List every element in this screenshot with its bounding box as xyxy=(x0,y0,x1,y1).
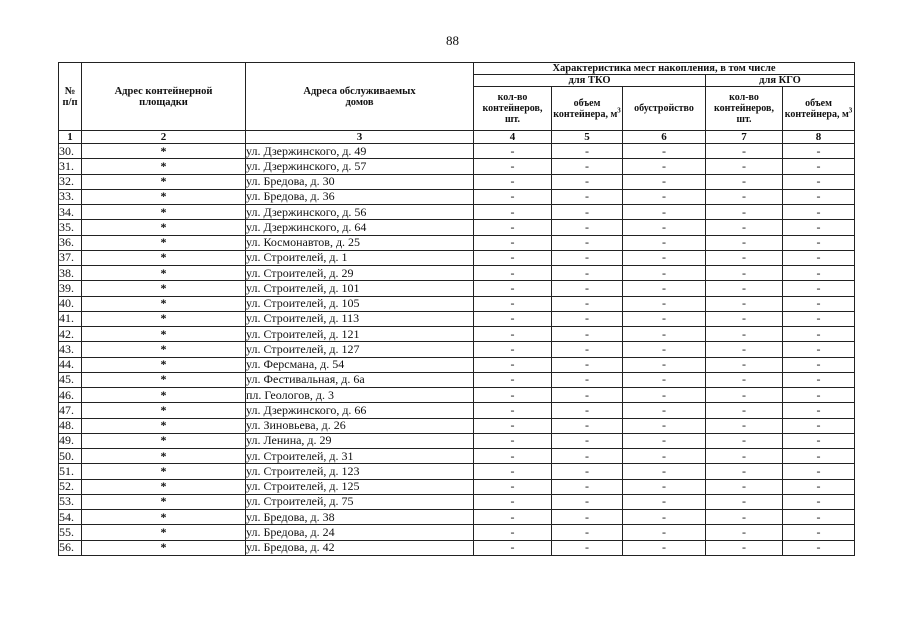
kgo-count-cell: - xyxy=(706,296,783,311)
arrangement-cell: - xyxy=(623,433,706,448)
arrangement-cell: - xyxy=(623,311,706,326)
row-number-cell: 35. xyxy=(59,220,82,235)
kgo-volume-cell: - xyxy=(783,235,855,250)
kgo-count-cell: - xyxy=(706,510,783,525)
kgo-volume-cell: - xyxy=(783,479,855,494)
kgo-volume-cell: - xyxy=(783,281,855,296)
site-address-cell: * xyxy=(82,433,246,448)
table-row xyxy=(59,388,855,403)
arrangement-cell: - xyxy=(623,525,706,540)
tko-count-cell: - xyxy=(474,342,552,357)
kgo-count-cell: - xyxy=(706,311,783,326)
table-row xyxy=(59,433,855,448)
kgo-count-cell: - xyxy=(706,357,783,372)
arrangement-cell: - xyxy=(623,281,706,296)
arrangement-cell: - xyxy=(623,235,706,250)
kgo-count-cell: - xyxy=(706,189,783,204)
site-address-cell: * xyxy=(82,144,246,159)
row-number-cell: 40. xyxy=(59,296,82,311)
arrangement-cell: - xyxy=(623,418,706,433)
table-row xyxy=(59,494,855,509)
row-number-cell: 46. xyxy=(59,388,82,403)
site-address-cell: * xyxy=(82,174,246,189)
table-row xyxy=(59,418,855,433)
served-houses-cell: ул. Строителей, д. 123 xyxy=(246,464,474,479)
served-houses-cell: ул. Ферсмана, д. 54 xyxy=(246,357,474,372)
tko-volume-cell: - xyxy=(552,189,623,204)
tko-count-cell: - xyxy=(474,205,552,220)
kgo-volume-cell: - xyxy=(783,540,855,555)
served-houses-cell: пл. Геологов, д. 3 xyxy=(246,388,474,403)
arrangement-cell: - xyxy=(623,388,706,403)
tko-count-cell: - xyxy=(474,281,552,296)
kgo-count-cell: - xyxy=(706,327,783,342)
tko-volume-cell: - xyxy=(552,464,623,479)
tko-volume-cell: - xyxy=(552,494,623,509)
tko-count-cell: - xyxy=(474,540,552,555)
kgo-volume-cell: - xyxy=(783,342,855,357)
row-number-cell: 41. xyxy=(59,311,82,326)
table-row xyxy=(59,250,855,265)
tko-volume-cell: - xyxy=(552,388,623,403)
tko-count-cell: - xyxy=(474,250,552,265)
tko-count-cell: - xyxy=(474,479,552,494)
column-number-3: 3 xyxy=(246,131,474,144)
row-number-cell: 42. xyxy=(59,327,82,342)
table-row xyxy=(59,342,855,357)
kgo-volume-cell: - xyxy=(783,189,855,204)
tko-volume-cell: - xyxy=(552,357,623,372)
served-houses-cell: ул. Космонавтов, д. 25 xyxy=(246,235,474,250)
kgo-volume-cell: - xyxy=(783,372,855,387)
tko-volume-cell: - xyxy=(552,235,623,250)
arrangement-cell: - xyxy=(623,159,706,174)
tko-volume-cell: - xyxy=(552,250,623,265)
row-number-cell: 54. xyxy=(59,510,82,525)
tko-volume-cell: - xyxy=(552,266,623,281)
header-site-address: Адрес контейнерной площадки xyxy=(82,63,246,131)
site-address-cell: * xyxy=(82,418,246,433)
kgo-volume-cell: - xyxy=(783,494,855,509)
row-number-cell: 38. xyxy=(59,266,82,281)
served-houses-cell: ул. Строителей, д. 31 xyxy=(246,449,474,464)
table-row xyxy=(59,189,855,204)
site-address-cell: * xyxy=(82,388,246,403)
header-tko: для ТКО xyxy=(474,75,706,87)
kgo-volume-cell: - xyxy=(783,449,855,464)
kgo-count-cell: - xyxy=(706,388,783,403)
tko-count-cell: - xyxy=(474,388,552,403)
tko-volume-cell: - xyxy=(552,449,623,464)
table-row xyxy=(59,403,855,418)
arrangement-cell: - xyxy=(623,357,706,372)
site-address-cell: * xyxy=(82,311,246,326)
served-houses-cell: ул. Дзержинского, д. 49 xyxy=(246,144,474,159)
kgo-volume-cell: - xyxy=(783,296,855,311)
served-houses-cell: ул. Бредова, д. 36 xyxy=(246,189,474,204)
table-row xyxy=(59,159,855,174)
tko-volume-cell: - xyxy=(552,418,623,433)
arrangement-cell: - xyxy=(623,174,706,189)
tko-count-cell: - xyxy=(474,174,552,189)
arrangement-cell: - xyxy=(623,449,706,464)
column-number-2: 2 xyxy=(82,131,246,144)
row-number-cell: 33. xyxy=(59,189,82,204)
tko-count-cell: - xyxy=(474,494,552,509)
tko-volume-cell: - xyxy=(552,479,623,494)
column-number-4: 4 xyxy=(474,131,552,144)
row-number-cell: 47. xyxy=(59,403,82,418)
kgo-count-cell: - xyxy=(706,433,783,448)
tko-count-cell: - xyxy=(474,311,552,326)
served-houses-cell: ул. Строителей, д. 1 xyxy=(246,250,474,265)
kgo-volume-cell: - xyxy=(783,266,855,281)
table-row xyxy=(59,235,855,250)
served-houses-cell: ул. Строителей, д. 75 xyxy=(246,494,474,509)
tko-volume-cell: - xyxy=(552,281,623,296)
tko-count-cell: - xyxy=(474,449,552,464)
site-address-cell: * xyxy=(82,510,246,525)
tko-volume-cell: - xyxy=(552,372,623,387)
tko-count-cell: - xyxy=(474,510,552,525)
served-houses-cell: ул. Дзержинского, д. 64 xyxy=(246,220,474,235)
served-houses-cell: ул. Бредова, д. 42 xyxy=(246,540,474,555)
site-address-cell: * xyxy=(82,357,246,372)
column-number-8: 8 xyxy=(783,131,855,144)
kgo-count-cell: - xyxy=(706,144,783,159)
tko-volume-cell: - xyxy=(552,174,623,189)
site-address-cell: * xyxy=(82,281,246,296)
kgo-count-cell: - xyxy=(706,235,783,250)
served-houses-cell: ул. Строителей, д. 121 xyxy=(246,327,474,342)
kgo-count-cell: - xyxy=(706,250,783,265)
column-number-6: 6 xyxy=(623,131,706,144)
kgo-volume-cell: - xyxy=(783,403,855,418)
kgo-volume-cell: - xyxy=(783,174,855,189)
tko-count-cell: - xyxy=(474,357,552,372)
column-number-7: 7 xyxy=(706,131,783,144)
kgo-volume-cell: - xyxy=(783,205,855,220)
site-address-cell: * xyxy=(82,250,246,265)
kgo-volume-cell: - xyxy=(783,159,855,174)
tko-volume-cell: - xyxy=(552,403,623,418)
site-address-cell: * xyxy=(82,235,246,250)
site-address-cell: * xyxy=(82,296,246,311)
row-number-cell: 56. xyxy=(59,540,82,555)
tko-volume-cell: - xyxy=(552,159,623,174)
site-address-cell: * xyxy=(82,464,246,479)
arrangement-cell: - xyxy=(623,464,706,479)
tko-count-cell: - xyxy=(474,159,552,174)
site-address-cell: * xyxy=(82,525,246,540)
row-number-cell: 32. xyxy=(59,174,82,189)
arrangement-cell: - xyxy=(623,540,706,555)
row-number-cell: 36. xyxy=(59,235,82,250)
site-address-cell: * xyxy=(82,449,246,464)
header-kgo-count: кол-во контейнеров, шт. xyxy=(706,87,783,131)
site-address-cell: * xyxy=(82,327,246,342)
tko-volume-cell: - xyxy=(552,510,623,525)
row-number-cell: 51. xyxy=(59,464,82,479)
tko-volume-cell: - xyxy=(552,327,623,342)
row-number-cell: 55. xyxy=(59,525,82,540)
arrangement-cell: - xyxy=(623,266,706,281)
tko-count-cell: - xyxy=(474,418,552,433)
row-number-cell: 48. xyxy=(59,418,82,433)
row-number-cell: 53. xyxy=(59,494,82,509)
table-row xyxy=(59,311,855,326)
tko-volume-cell: - xyxy=(552,525,623,540)
site-address-cell: * xyxy=(82,342,246,357)
column-number-5: 5 xyxy=(552,131,623,144)
arrangement-cell: - xyxy=(623,510,706,525)
kgo-volume-cell: - xyxy=(783,327,855,342)
tko-volume-cell: - xyxy=(552,220,623,235)
tko-count-cell: - xyxy=(474,235,552,250)
arrangement-cell: - xyxy=(623,342,706,357)
table-row xyxy=(59,281,855,296)
kgo-count-cell: - xyxy=(706,449,783,464)
tko-count-cell: - xyxy=(474,433,552,448)
table-row xyxy=(59,174,855,189)
site-address-cell: * xyxy=(82,540,246,555)
served-houses-cell: ул. Строителей, д. 101 xyxy=(246,281,474,296)
kgo-volume-cell: - xyxy=(783,388,855,403)
kgo-volume-cell: - xyxy=(783,510,855,525)
table-body xyxy=(59,144,855,556)
header-tko-volume: объем контейнера, $м^3$ xyxy=(552,87,623,131)
table-row xyxy=(59,479,855,494)
table-row xyxy=(59,266,855,281)
header-number: № п/п xyxy=(59,63,82,131)
served-houses-cell: ул. Зиновьева, д. 26 xyxy=(246,418,474,433)
row-number-cell: 44. xyxy=(59,357,82,372)
tko-count-cell: - xyxy=(474,372,552,387)
site-address-cell: * xyxy=(82,205,246,220)
served-houses-cell: ул. Ленина, д. 29 xyxy=(246,433,474,448)
site-address-cell: * xyxy=(82,403,246,418)
table-row xyxy=(59,327,855,342)
kgo-volume-cell: - xyxy=(783,220,855,235)
served-houses-cell: ул. Бредова, д. 38 xyxy=(246,510,474,525)
table-row xyxy=(59,205,855,220)
kgo-count-cell: - xyxy=(706,540,783,555)
tko-count-cell: - xyxy=(474,464,552,479)
tko-count-cell: - xyxy=(474,266,552,281)
row-number-cell: 31. xyxy=(59,159,82,174)
table-row xyxy=(59,144,855,159)
site-address-cell: * xyxy=(82,494,246,509)
site-address-cell: * xyxy=(82,479,246,494)
kgo-count-cell: - xyxy=(706,494,783,509)
served-houses-cell: ул. Бредова, д. 24 xyxy=(246,525,474,540)
kgo-count-cell: - xyxy=(706,418,783,433)
arrangement-cell: - xyxy=(623,327,706,342)
table-row xyxy=(59,357,855,372)
header-arrangement: обустройство xyxy=(623,87,706,131)
served-houses-cell: ул. Строителей, д. 105 xyxy=(246,296,474,311)
arrangement-cell: - xyxy=(623,494,706,509)
site-address-cell: * xyxy=(82,189,246,204)
kgo-count-cell: - xyxy=(706,342,783,357)
row-number-cell: 50. xyxy=(59,449,82,464)
kgo-volume-cell: - xyxy=(783,525,855,540)
tko-count-cell: - xyxy=(474,189,552,204)
table-row xyxy=(59,464,855,479)
table-row xyxy=(59,540,855,555)
kgo-volume-cell: - xyxy=(783,250,855,265)
table-row xyxy=(59,449,855,464)
row-number-cell: 39. xyxy=(59,281,82,296)
arrangement-cell: - xyxy=(623,220,706,235)
kgo-volume-cell: - xyxy=(783,357,855,372)
row-number-cell: 45. xyxy=(59,372,82,387)
tko-volume-cell: - xyxy=(552,205,623,220)
site-address-cell: * xyxy=(82,220,246,235)
row-number-cell: 34. xyxy=(59,205,82,220)
served-houses-cell: ул. Бредова, д. 30 xyxy=(246,174,474,189)
arrangement-cell: - xyxy=(623,205,706,220)
column-number-1: 1 xyxy=(59,131,82,144)
row-number-cell: 43. xyxy=(59,342,82,357)
tko-volume-cell: - xyxy=(552,540,623,555)
page-number: 88 xyxy=(446,33,459,48)
table-row xyxy=(59,510,855,525)
header-kgo: для КГО xyxy=(706,75,855,87)
table-row xyxy=(59,525,855,540)
tko-count-cell: - xyxy=(474,403,552,418)
served-houses-cell: ул. Дзержинского, д. 56 xyxy=(246,205,474,220)
arrangement-cell: - xyxy=(623,296,706,311)
header-served-houses: Адреса обслуживаемых домов xyxy=(246,63,474,131)
served-houses-cell: ул. Строителей, д. 127 xyxy=(246,342,474,357)
arrangement-cell: - xyxy=(623,144,706,159)
tko-volume-cell: - xyxy=(552,433,623,448)
served-houses-cell: ул. Строителей, д. 125 xyxy=(246,479,474,494)
arrangement-cell: - xyxy=(623,189,706,204)
arrangement-cell: - xyxy=(623,372,706,387)
kgo-volume-cell: - xyxy=(783,464,855,479)
kgo-count-cell: - xyxy=(706,525,783,540)
kgo-count-cell: - xyxy=(706,159,783,174)
kgo-count-cell: - xyxy=(706,174,783,189)
tko-count-cell: - xyxy=(474,296,552,311)
served-houses-cell: ул. Строителей, д. 29 xyxy=(246,266,474,281)
kgo-count-cell: - xyxy=(706,220,783,235)
tko-volume-cell: - xyxy=(552,342,623,357)
row-number-cell: 37. xyxy=(59,250,82,265)
served-houses-cell: ул. Строителей, д. 113 xyxy=(246,311,474,326)
table-row xyxy=(59,296,855,311)
kgo-count-cell: - xyxy=(706,205,783,220)
tko-count-cell: - xyxy=(474,327,552,342)
served-houses-cell: ул. Фестивальная, д. 6а xyxy=(246,372,474,387)
header-tko-count: кол-во контейнеров, шт. xyxy=(474,87,552,131)
tko-volume-cell: - xyxy=(552,311,623,326)
kgo-count-cell: - xyxy=(706,281,783,296)
kgo-count-cell: - xyxy=(706,372,783,387)
kgo-volume-cell: - xyxy=(783,311,855,326)
kgo-count-cell: - xyxy=(706,479,783,494)
header-kgo-volume: объем контейнера, $м^3$ xyxy=(783,87,855,131)
arrangement-cell: - xyxy=(623,403,706,418)
tko-count-cell: - xyxy=(474,525,552,540)
tko-count-cell: - xyxy=(474,220,552,235)
arrangement-cell: - xyxy=(623,479,706,494)
site-address-cell: * xyxy=(82,372,246,387)
kgo-volume-cell: - xyxy=(783,433,855,448)
arrangement-cell: - xyxy=(623,250,706,265)
table-row xyxy=(59,220,855,235)
kgo-volume-cell: - xyxy=(783,418,855,433)
kgo-count-cell: - xyxy=(706,464,783,479)
tko-volume-cell: - xyxy=(552,144,623,159)
table-row xyxy=(59,372,855,387)
kgo-count-cell: - xyxy=(706,266,783,281)
row-number-cell: 49. xyxy=(59,433,82,448)
tko-volume-cell: - xyxy=(552,296,623,311)
kgo-count-cell: - xyxy=(706,403,783,418)
kgo-volume-cell: - xyxy=(783,144,855,159)
site-address-cell: * xyxy=(82,159,246,174)
served-houses-cell: ул. Дзержинского, д. 66 xyxy=(246,403,474,418)
tko-count-cell: - xyxy=(474,144,552,159)
container-sites-table xyxy=(58,62,855,556)
served-houses-cell: ул. Дзержинского, д. 57 xyxy=(246,159,474,174)
row-number-cell: 30. xyxy=(59,144,82,159)
row-number-cell: 52. xyxy=(59,479,82,494)
header-characteristics: Характеристика мест накопления, в том числе xyxy=(474,63,855,75)
site-address-cell: * xyxy=(82,266,246,281)
